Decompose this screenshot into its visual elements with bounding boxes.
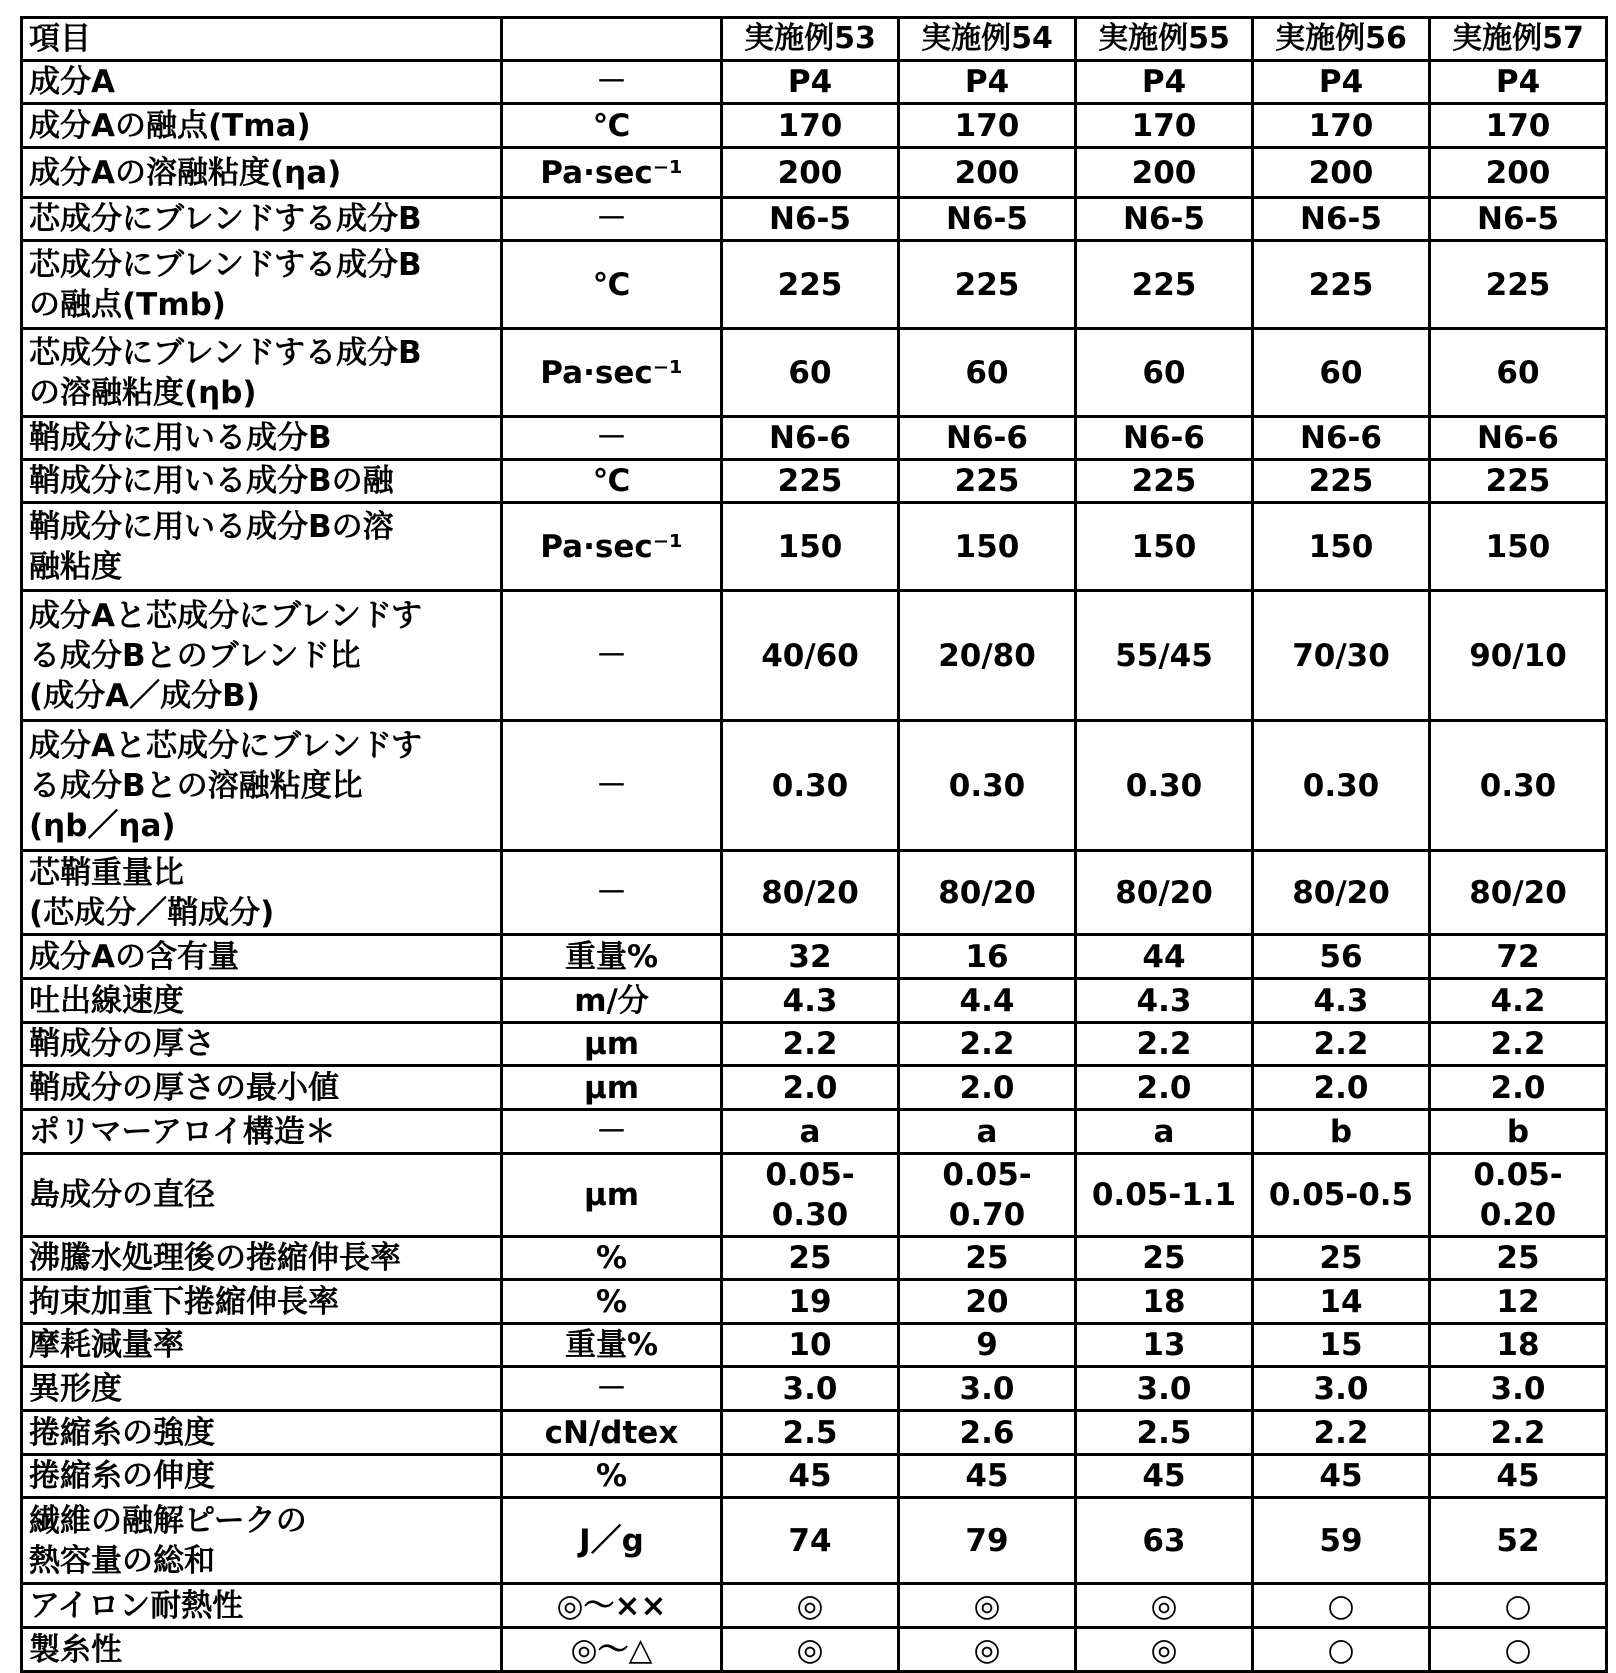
row-value: 3.0 — [1076, 1367, 1253, 1411]
row-value: 225 — [1253, 460, 1430, 503]
row-value: 45 — [899, 1455, 1076, 1498]
row-value: 200 — [899, 148, 1076, 198]
item-header: 項目 — [22, 18, 502, 61]
row-unit: － — [502, 198, 722, 241]
row-value: 0.05-1.1 — [1076, 1154, 1253, 1237]
row-value: 2.2 — [1253, 1023, 1430, 1066]
table-row — [22, 979, 1607, 1023]
row-value: 225 — [722, 460, 899, 503]
row-label: 製糸性 — [22, 1628, 502, 1672]
row-unit: ℃ — [502, 241, 722, 329]
row-unit: μm — [502, 1066, 722, 1110]
row-value: 3.0 — [899, 1367, 1076, 1411]
row-value: 150 — [1076, 503, 1253, 591]
row-value: 2.0 — [1076, 1066, 1253, 1110]
example-header: 実施例54 — [899, 18, 1076, 61]
table-row — [22, 148, 1607, 198]
row-label: 異形度 — [22, 1367, 502, 1411]
row-label: ポリマーアロイ構造＊ — [22, 1110, 502, 1154]
table-row — [22, 1411, 1607, 1455]
row-value: ○ — [1253, 1584, 1430, 1628]
row-label: 成分Aの溶融粘度(ηa) — [22, 148, 502, 198]
row-unit: m/分 — [502, 979, 722, 1023]
row-unit: μm — [502, 1154, 722, 1237]
row-value: N6-5 — [899, 198, 1076, 241]
row-value: 2.2 — [1253, 1411, 1430, 1455]
row-value: 45 — [1253, 1455, 1430, 1498]
table-row — [22, 591, 1607, 721]
row-value: N6-5 — [1076, 198, 1253, 241]
row-label: 成分Aと芯成分にブレンドす る成分Bとのブレンド比 (成分A／成分B) — [22, 591, 502, 721]
row-label: 拘束加重下捲縮伸長率 — [22, 1280, 502, 1324]
row-label: 捲縮糸の強度 — [22, 1411, 502, 1455]
row-value: N6-5 — [722, 198, 899, 241]
row-value: N6-6 — [722, 417, 899, 460]
table-row — [22, 1023, 1607, 1066]
row-value: 44 — [1076, 935, 1253, 979]
table-row — [22, 851, 1607, 935]
row-unit: 重量% — [502, 935, 722, 979]
row-value: 200 — [1076, 148, 1253, 198]
row-unit: － — [502, 417, 722, 460]
row-value: 170 — [1076, 104, 1253, 148]
row-value: N6-6 — [899, 417, 1076, 460]
row-value: a — [722, 1110, 899, 1154]
row-label: 芯成分にブレンドする成分B の溶融粘度(ηb) — [22, 329, 502, 417]
row-value: 32 — [722, 935, 899, 979]
row-value: 19 — [722, 1280, 899, 1324]
row-value: 0.05-0.5 — [1253, 1154, 1430, 1237]
row-value: 2.0 — [1430, 1066, 1607, 1110]
example-header: 実施例57 — [1430, 18, 1607, 61]
row-value: 59 — [1253, 1498, 1430, 1584]
row-value: 12 — [1430, 1280, 1607, 1324]
row-value: 45 — [722, 1455, 899, 1498]
row-value: 0.05-0.70 — [899, 1154, 1076, 1237]
table-row — [22, 61, 1607, 104]
row-value: N6-6 — [1253, 417, 1430, 460]
row-label: 芯成分にブレンドする成分B の融点(Tmb) — [22, 241, 502, 329]
row-value: 40/60 — [722, 591, 899, 721]
row-value: 60 — [1253, 329, 1430, 417]
table-row — [22, 721, 1607, 851]
row-value: 52 — [1430, 1498, 1607, 1584]
row-label: 鞘成分に用いる成分B — [22, 417, 502, 460]
row-label: 成分Aの含有量 — [22, 935, 502, 979]
row-label: 繊維の融解ピークの 熱容量の総和 — [22, 1498, 502, 1584]
row-value: ◎ — [722, 1584, 899, 1628]
row-label: 鞘成分に用いる成分Bの融 — [22, 460, 502, 503]
row-value: 2.0 — [722, 1066, 899, 1110]
row-value: 2.6 — [899, 1411, 1076, 1455]
row-label: 吐出線速度 — [22, 979, 502, 1023]
row-value: ○ — [1253, 1628, 1430, 1672]
row-unit: ◎～×× — [502, 1584, 722, 1628]
row-value: 10 — [722, 1324, 899, 1367]
row-unit: Pa·sec⁻¹ — [502, 329, 722, 417]
row-value: 2.5 — [722, 1411, 899, 1455]
row-value: P4 — [1430, 61, 1607, 104]
table-row — [22, 1154, 1607, 1237]
row-unit: － — [502, 1367, 722, 1411]
row-label: 鞘成分に用いる成分Bの溶 融粘度 — [22, 503, 502, 591]
header-row — [22, 18, 1607, 61]
row-value: 2.5 — [1076, 1411, 1253, 1455]
row-unit: 重量% — [502, 1324, 722, 1367]
row-value: 2.0 — [899, 1066, 1076, 1110]
row-value: 150 — [899, 503, 1076, 591]
row-value: 18 — [1430, 1324, 1607, 1367]
row-value: 14 — [1253, 1280, 1430, 1324]
row-value: P4 — [1076, 61, 1253, 104]
example-header: 実施例55 — [1076, 18, 1253, 61]
row-value: 70/30 — [1253, 591, 1430, 721]
row-value: 25 — [1076, 1237, 1253, 1280]
row-value: 74 — [722, 1498, 899, 1584]
row-label: 捲縮糸の伸度 — [22, 1455, 502, 1498]
row-value: 2.2 — [722, 1023, 899, 1066]
row-label: 成分Aと芯成分にブレンドす る成分Bとの溶融粘度比 (ηb／ηa) — [22, 721, 502, 851]
row-label: 鞘成分の厚さ — [22, 1023, 502, 1066]
table-row — [22, 241, 1607, 329]
row-value: 80/20 — [1430, 851, 1607, 935]
row-value: 0.30 — [1430, 721, 1607, 851]
row-value: ○ — [1430, 1584, 1607, 1628]
row-value: 0.05-0.20 — [1430, 1154, 1607, 1237]
row-value: 150 — [1253, 503, 1430, 591]
row-value: 225 — [899, 241, 1076, 329]
row-label: 芯成分にブレンドする成分B — [22, 198, 502, 241]
row-value: 72 — [1430, 935, 1607, 979]
row-value: 63 — [1076, 1498, 1253, 1584]
row-unit: － — [502, 851, 722, 935]
row-value: 80/20 — [899, 851, 1076, 935]
table-row — [22, 460, 1607, 503]
row-label: アイロン耐熱性 — [22, 1584, 502, 1628]
row-label: 摩耗減量率 — [22, 1324, 502, 1367]
row-value: 0.30 — [899, 721, 1076, 851]
row-unit: － — [502, 591, 722, 721]
example-header: 実施例53 — [722, 18, 899, 61]
row-unit: ◎～△ — [502, 1628, 722, 1672]
row-value: ◎ — [899, 1584, 1076, 1628]
row-value: 2.2 — [1430, 1023, 1607, 1066]
table-row — [22, 1455, 1607, 1498]
row-value: 3.0 — [722, 1367, 899, 1411]
table-row — [22, 1628, 1607, 1672]
row-value: 60 — [1430, 329, 1607, 417]
row-value: 80/20 — [1076, 851, 1253, 935]
row-value: a — [1076, 1110, 1253, 1154]
row-unit: ℃ — [502, 460, 722, 503]
row-value: 80/20 — [1253, 851, 1430, 935]
row-value: 60 — [722, 329, 899, 417]
table-row — [22, 417, 1607, 460]
row-unit: Pa·sec⁻¹ — [502, 503, 722, 591]
row-unit: ℃ — [502, 104, 722, 148]
row-value: ○ — [1430, 1628, 1607, 1672]
table-row — [22, 1280, 1607, 1324]
row-value: 200 — [722, 148, 899, 198]
row-unit: J／g — [502, 1498, 722, 1584]
results-table — [20, 16, 1608, 1673]
row-value: ◎ — [722, 1628, 899, 1672]
row-value: 225 — [722, 241, 899, 329]
row-value: 4.3 — [1253, 979, 1430, 1023]
row-value: 13 — [1076, 1324, 1253, 1367]
row-value: 225 — [1430, 241, 1607, 329]
row-label: 島成分の直径 — [22, 1154, 502, 1237]
table-row — [22, 1498, 1607, 1584]
row-value: 2.2 — [1076, 1023, 1253, 1066]
row-value: P4 — [899, 61, 1076, 104]
row-value: 0.30 — [1253, 721, 1430, 851]
table-row — [22, 503, 1607, 591]
row-unit: Pa·sec⁻¹ — [502, 148, 722, 198]
row-value: 0.05-0.30 — [722, 1154, 899, 1237]
row-value: 80/20 — [722, 851, 899, 935]
row-label: 成分A — [22, 61, 502, 104]
row-value: 60 — [1076, 329, 1253, 417]
row-value: 25 — [1430, 1237, 1607, 1280]
row-value: 170 — [1430, 104, 1607, 148]
row-value: b — [1253, 1110, 1430, 1154]
row-value: 150 — [722, 503, 899, 591]
row-value: 20/80 — [899, 591, 1076, 721]
row-value: 2.2 — [1430, 1411, 1607, 1455]
row-value: 25 — [722, 1237, 899, 1280]
row-value: 4.3 — [1076, 979, 1253, 1023]
row-value: P4 — [722, 61, 899, 104]
row-value: 225 — [1076, 241, 1253, 329]
row-value: 79 — [899, 1498, 1076, 1584]
row-value: 150 — [1430, 503, 1607, 591]
row-value: 225 — [1430, 460, 1607, 503]
row-value: 225 — [1076, 460, 1253, 503]
table-row — [22, 1584, 1607, 1628]
row-value: 3.0 — [1253, 1367, 1430, 1411]
row-value: 0.30 — [1076, 721, 1253, 851]
table-row — [22, 935, 1607, 979]
row-value: ◎ — [1076, 1584, 1253, 1628]
row-value: 25 — [1253, 1237, 1430, 1280]
row-value: 60 — [899, 329, 1076, 417]
row-value: ◎ — [1076, 1628, 1253, 1672]
row-unit: cN/dtex — [502, 1411, 722, 1455]
row-value: 4.4 — [899, 979, 1076, 1023]
row-value: 3.0 — [1430, 1367, 1607, 1411]
row-value: 2.2 — [899, 1023, 1076, 1066]
row-label: 芯鞘重量比 (芯成分／鞘成分) — [22, 851, 502, 935]
row-value: P4 — [1253, 61, 1430, 104]
row-value: 15 — [1253, 1324, 1430, 1367]
table-row — [22, 1237, 1607, 1280]
row-value: 200 — [1253, 148, 1430, 198]
row-value: 225 — [899, 460, 1076, 503]
row-unit: % — [502, 1455, 722, 1498]
table-row — [22, 329, 1607, 417]
row-value: 45 — [1430, 1455, 1607, 1498]
row-value: 170 — [899, 104, 1076, 148]
row-value: N6-6 — [1430, 417, 1607, 460]
table-row — [22, 104, 1607, 148]
example-header: 実施例56 — [1253, 18, 1430, 61]
row-label: 沸騰水処理後の捲縮伸長率 — [22, 1237, 502, 1280]
table-row — [22, 1367, 1607, 1411]
row-value: 45 — [1076, 1455, 1253, 1498]
row-value: 16 — [899, 935, 1076, 979]
row-value: 2.0 — [1253, 1066, 1430, 1110]
row-unit: － — [502, 61, 722, 104]
row-value: 18 — [1076, 1280, 1253, 1324]
row-unit: % — [502, 1280, 722, 1324]
row-value: 56 — [1253, 935, 1430, 979]
row-value: 200 — [1430, 148, 1607, 198]
row-value: 90/10 — [1430, 591, 1607, 721]
row-value: a — [899, 1110, 1076, 1154]
row-label: 鞘成分の厚さの最小値 — [22, 1066, 502, 1110]
row-value: 25 — [899, 1237, 1076, 1280]
unit-header — [502, 18, 722, 61]
row-value: 170 — [722, 104, 899, 148]
row-value: 20 — [899, 1280, 1076, 1324]
row-value: 4.3 — [722, 979, 899, 1023]
table-row — [22, 1110, 1607, 1154]
row-value: 9 — [899, 1324, 1076, 1367]
row-value: N6-5 — [1253, 198, 1430, 241]
row-value: b — [1430, 1110, 1607, 1154]
row-value: 225 — [1253, 241, 1430, 329]
row-unit: % — [502, 1237, 722, 1280]
row-unit: μm — [502, 1023, 722, 1066]
row-value: ◎ — [899, 1628, 1076, 1672]
row-unit: － — [502, 721, 722, 851]
row-label: 成分Aの融点(Tma) — [22, 104, 502, 148]
row-value: N6-5 — [1430, 198, 1607, 241]
table-row — [22, 1066, 1607, 1110]
row-unit: － — [502, 1110, 722, 1154]
table-row — [22, 1324, 1607, 1367]
row-value: 55/45 — [1076, 591, 1253, 721]
row-value: 4.2 — [1430, 979, 1607, 1023]
table-row — [22, 198, 1607, 241]
row-value: 0.30 — [722, 721, 899, 851]
row-value: 170 — [1253, 104, 1430, 148]
row-value: N6-6 — [1076, 417, 1253, 460]
